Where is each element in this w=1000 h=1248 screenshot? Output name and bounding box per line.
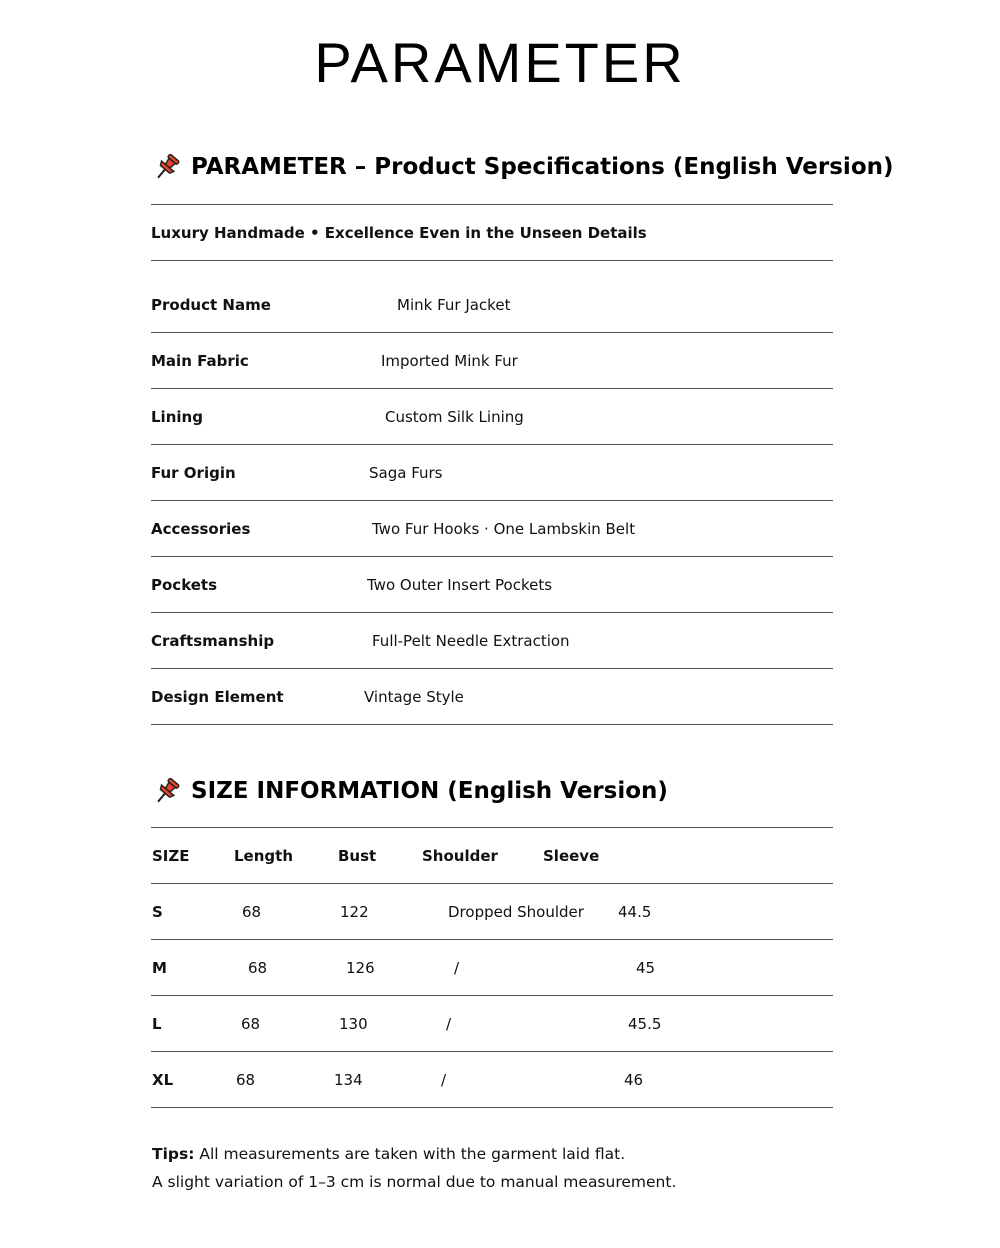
pushpin-icon	[152, 152, 182, 182]
spec-value: Two Fur Hooks · One Lambskin Belt	[372, 520, 636, 538]
length-value: 68	[248, 959, 268, 977]
sleeve-value: 45.5	[628, 1015, 662, 1033]
bust-value: 130	[339, 1015, 368, 1033]
divider	[151, 204, 833, 205]
size-value: L	[152, 1015, 162, 1033]
tips-label: Tips:	[152, 1145, 195, 1163]
spec-row	[151, 613, 833, 669]
spec-row	[151, 501, 833, 557]
shoulder-column-header: Shoulder	[422, 847, 498, 865]
sleeve-value: 44.5	[618, 903, 652, 921]
divider	[151, 260, 833, 261]
spec-label: Fur Origin	[151, 464, 236, 482]
divider	[151, 1051, 833, 1052]
sleeve-value: 46	[624, 1071, 644, 1089]
length-value: 68	[236, 1071, 256, 1089]
spec-value: Two Outer Insert Pockets	[367, 576, 553, 594]
spec-value: Saga Furs	[369, 464, 443, 482]
divider	[151, 883, 833, 884]
shoulder-value: /	[446, 1015, 452, 1033]
size-value: XL	[152, 1071, 174, 1089]
spec-row	[151, 333, 833, 389]
spec-row	[151, 669, 833, 725]
size-section-heading-text: SIZE INFORMATION (English Version)	[191, 778, 668, 804]
size-column-header: SIZE	[152, 847, 190, 865]
tips-text-1: All measurements are taken with the garment laid flat.	[199, 1145, 626, 1163]
divider	[151, 1107, 833, 1108]
shoulder-value: /	[454, 959, 460, 977]
spec-row	[151, 277, 833, 333]
bust-value: 122	[340, 903, 369, 921]
pushpin-icon	[152, 776, 182, 806]
bust-value: 134	[334, 1071, 363, 1089]
spec-label: Craftsmanship	[151, 632, 275, 650]
spec-value: Custom Silk Lining	[385, 408, 524, 426]
sleeve-value: 45	[636, 959, 656, 977]
tips-note	[152, 1140, 676, 1196]
spec-value: Mink Fur Jacket	[397, 296, 511, 314]
spec-row	[151, 389, 833, 445]
spec-row	[151, 557, 833, 613]
divider	[151, 995, 833, 996]
length-value: 68	[242, 903, 262, 921]
divider	[151, 724, 833, 725]
spec-section-heading-text: PARAMETER – Product Specifications (English Version)	[191, 154, 894, 180]
size-value: M	[152, 959, 167, 977]
spec-label: Lining	[151, 408, 203, 426]
spec-subtitle: Luxury Handmade • Excellence Even in the Unseen Details	[151, 224, 647, 242]
divider	[151, 827, 833, 828]
page-title: PARAMETER	[314, 31, 686, 94]
spec-label: Pockets	[151, 576, 218, 594]
length-column-header: Length	[234, 847, 293, 865]
tips-text-2: A slight variation of 1–3 cm is normal due to manual measurement.	[152, 1173, 677, 1191]
spec-value: Imported Mink Fur	[381, 352, 518, 370]
size-value: S	[152, 903, 163, 921]
size-section-heading	[152, 775, 668, 807]
length-value: 68	[241, 1015, 261, 1033]
spec-label: Accessories	[151, 520, 251, 538]
sleeve-column-header: Sleeve	[543, 847, 600, 865]
spec-value: Vintage Style	[364, 688, 464, 706]
bust-value: 126	[346, 959, 375, 977]
shoulder-value: /	[441, 1071, 447, 1089]
shoulder-value: Dropped Shoulder	[448, 903, 584, 921]
spec-section-heading	[152, 151, 894, 183]
bust-column-header: Bust	[338, 847, 377, 865]
divider	[151, 939, 833, 940]
spec-label: Main Fabric	[151, 352, 249, 370]
spec-label: Product Name	[151, 296, 271, 314]
tips-line-1	[152, 1140, 676, 1168]
spec-value: Full-Pelt Needle Extraction	[372, 632, 570, 650]
spec-label: Design Element	[151, 688, 284, 706]
spec-row	[151, 445, 833, 501]
